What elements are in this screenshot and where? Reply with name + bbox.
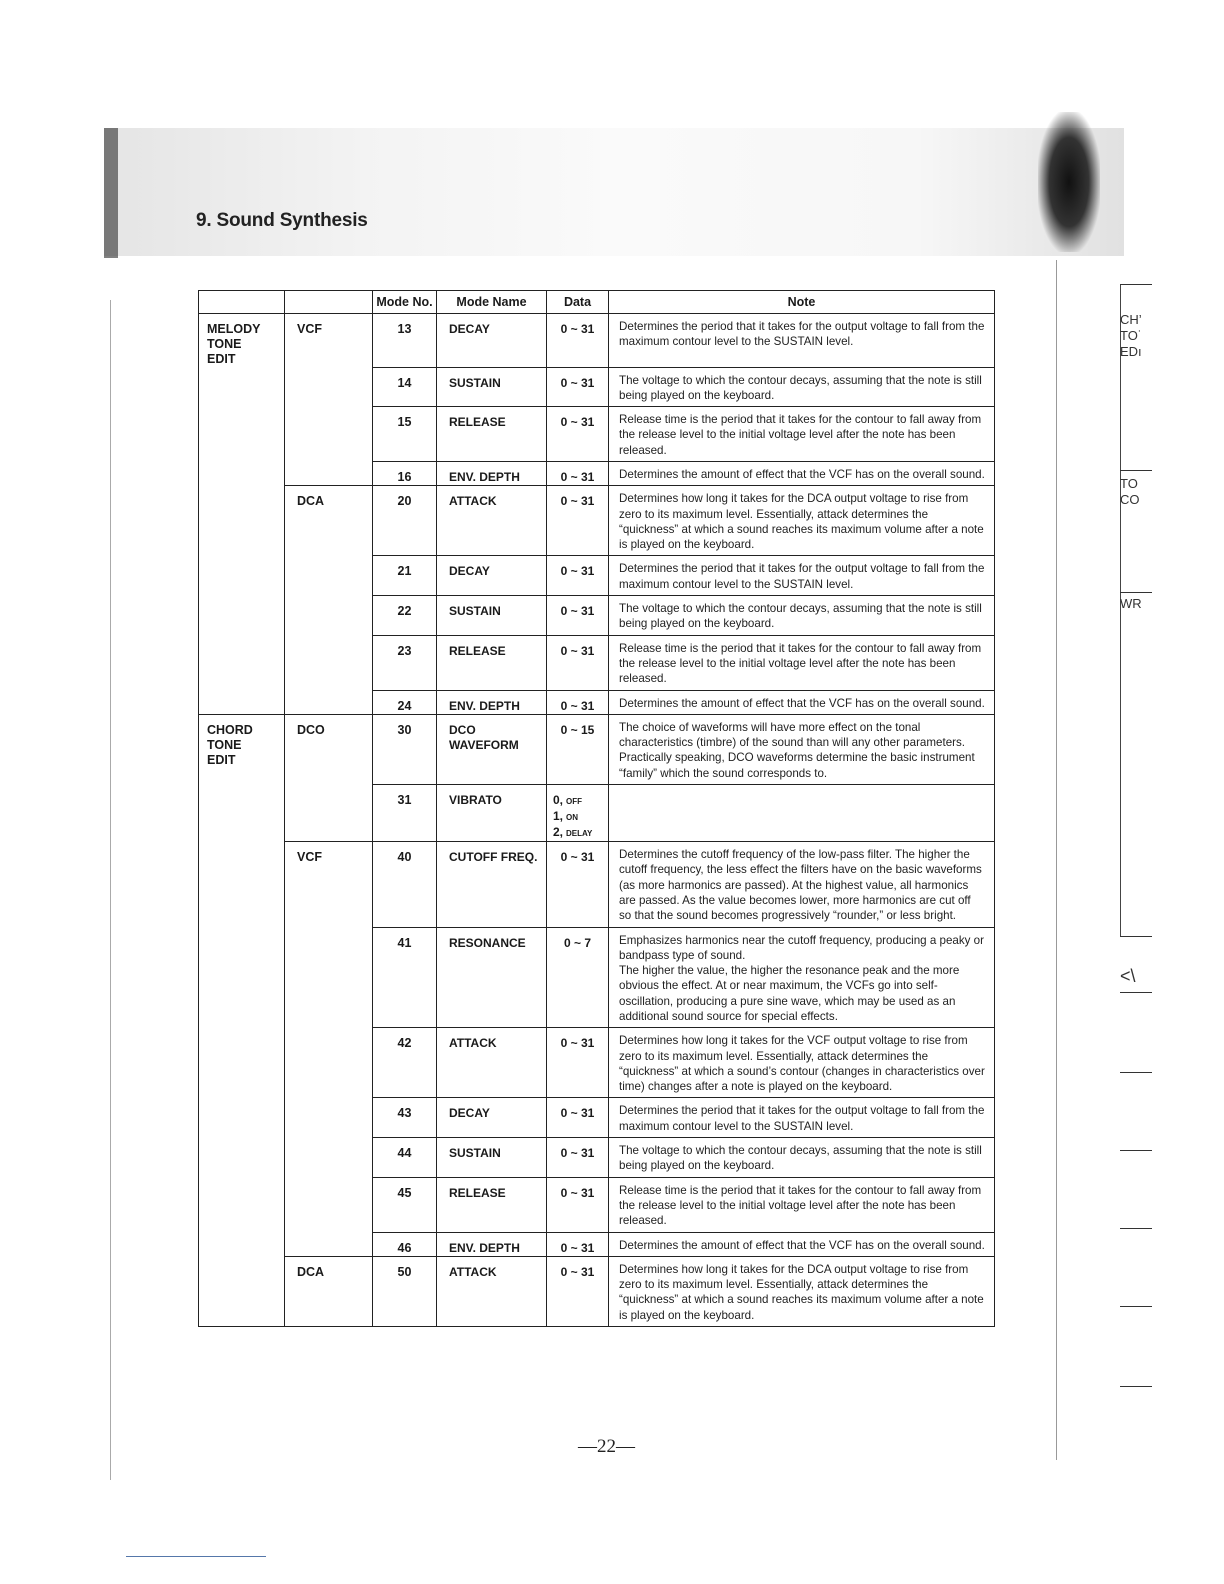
section-label-continuation xyxy=(285,1028,373,1098)
table-row xyxy=(199,1098,995,1138)
note-text: Determines the cutoff frequency of the low-pass filter. The higher the cutoff frequency, the less effect the filters have on the basic waveforms (as more harmonics are passed). At the highest value, all harmonics are passed. As the value becomes lower, more harmonics are cut off so that the sound becomes progressively “rounder,” or less bright. xyxy=(609,842,995,927)
group-label-continuation xyxy=(199,690,285,714)
data-option xyxy=(547,825,608,841)
right-margin-tick xyxy=(1120,1306,1152,1307)
section-label-continuation xyxy=(285,461,373,485)
group-label-continuation xyxy=(199,486,285,556)
banner-edge-mark xyxy=(104,128,118,258)
right-margin-tick xyxy=(1120,1228,1152,1229)
note-text: Release time is the period that it takes for the contour to fall away from the release level to the initial voltage level after the note has been released. xyxy=(609,407,995,462)
data-range: 0 ~ 31 xyxy=(547,1232,609,1256)
mode-number: 15 xyxy=(373,407,437,462)
section-label-continuation xyxy=(285,407,373,462)
banner-scan-blot xyxy=(1038,112,1100,252)
data-range: 0 ~ 31 xyxy=(547,1028,609,1098)
mode-name: DCO WAVEFORM xyxy=(437,714,547,784)
group-label-continuation xyxy=(199,1232,285,1256)
section-label-continuation xyxy=(285,596,373,636)
data-range: 0 ~ 31 xyxy=(547,635,609,690)
note-text: The voltage to which the contour decays, assuming that the note is still being played on the keyboard. xyxy=(609,1138,995,1178)
right-margin-tick xyxy=(1120,470,1152,471)
table-row xyxy=(199,1256,995,1326)
group-label-continuation xyxy=(199,1098,285,1138)
table-row xyxy=(199,714,995,784)
data-option-label: ON xyxy=(566,813,579,823)
section-label-continuation xyxy=(285,927,373,1028)
mode-number: 42 xyxy=(373,1028,437,1098)
section-label-continuation xyxy=(285,690,373,714)
right-fragment-1: CH’ xyxy=(1120,312,1142,327)
right-margin-tick xyxy=(1120,936,1152,937)
right-margin-tick xyxy=(1120,992,1152,993)
group-label-continuation xyxy=(199,367,285,407)
note-text: Release time is the period that it takes for the contour to fall away from the release level to the initial voltage level after the note has been released. xyxy=(609,635,995,690)
table-row xyxy=(199,367,995,407)
data-range: 0 ~ 31 xyxy=(547,314,609,368)
mode-number: 44 xyxy=(373,1138,437,1178)
section-label: DCA xyxy=(285,1256,373,1326)
group-label-continuation xyxy=(199,596,285,636)
mode-number: 21 xyxy=(373,556,437,596)
data-option-value: 1, xyxy=(553,809,564,824)
section-label: VCF xyxy=(285,314,373,368)
mode-name: RELEASE xyxy=(437,407,547,462)
right-margin-tick xyxy=(1120,592,1152,593)
mode-number: 13 xyxy=(373,314,437,368)
note-text: The choice of waveforms will have more effect on the tonal characteristics (timbre) of the sound than will any other parameters. Practically speaking, DCO waveforms determine the basic instrument “family” which the sound corresponds to. xyxy=(609,714,995,784)
note-text: Release time is the period that it takes for the contour to fall away from the release level to the initial voltage level after the note has been released. xyxy=(609,1177,995,1232)
right-margin-tick xyxy=(1120,1150,1152,1151)
section-label: VCF xyxy=(285,842,373,927)
group-label: MELODY TONE EDIT xyxy=(199,314,285,368)
mode-number: 50 xyxy=(373,1256,437,1326)
section-label-continuation xyxy=(285,785,373,842)
table-row xyxy=(199,407,995,462)
section-label-continuation xyxy=(285,635,373,690)
table-row xyxy=(199,314,995,368)
group-label-continuation xyxy=(199,785,285,842)
mode-number: 22 xyxy=(373,596,437,636)
data-range: 0 ~ 31 xyxy=(547,461,609,485)
table-row xyxy=(199,1232,995,1256)
note-text: Determines how long it takes for the VCF output voltage to rise from zero to its maximum level. Essentially, attack determines the “quickness” at which a sound’s contour (changes in characteristics over time) changes after a note is played on the keyboard. xyxy=(609,1028,995,1098)
section-title: 9. Sound Synthesis xyxy=(196,210,368,231)
right-margin-tick xyxy=(1120,1386,1152,1387)
data-range: 0 ~ 31 xyxy=(547,556,609,596)
data-range: 0 ~ 7 xyxy=(547,927,609,1028)
mode-name: CUTOFF FREQ. xyxy=(437,842,547,927)
group-label: CHORD TONE EDIT xyxy=(199,714,285,784)
note-text xyxy=(609,785,995,842)
table-row xyxy=(199,1177,995,1232)
mode-number: 24 xyxy=(373,690,437,714)
section-label-continuation xyxy=(285,1232,373,1256)
data-range xyxy=(547,785,609,842)
group-label-continuation xyxy=(199,407,285,462)
note-text: Determines the amount of effect that the VCF has on the overall sound. xyxy=(609,690,995,714)
data-range: 0 ~ 31 xyxy=(547,1098,609,1138)
group-label-continuation xyxy=(199,635,285,690)
mode-name: RESONANCE xyxy=(437,927,547,1028)
mode-number: 46 xyxy=(373,1232,437,1256)
data-range: 0 ~ 31 xyxy=(547,486,609,556)
right-fragment-6: WR xyxy=(1120,596,1142,611)
left-binding-line xyxy=(110,300,111,1480)
group-label-continuation xyxy=(199,842,285,927)
group-label-continuation xyxy=(199,556,285,596)
section-label: DCO xyxy=(285,714,373,784)
note-text: Determines the amount of effect that the VCF has on the overall sound. xyxy=(609,461,995,485)
mode-name: ATTACK xyxy=(437,1028,547,1098)
mode-name: DECAY xyxy=(437,314,547,368)
right-fragment-7: <\ xyxy=(1120,966,1136,986)
note-text: Emphasizes harmonics near the cutoff frequency, producing a peaky or bandpass type of sound. The higher the value, the higher the resonance peak and the more obvious the effect. At or near maximum, the VCFs go into self-oscillation, producing a pure sine wave, which may be used as an additional sound source for special effects. xyxy=(609,927,995,1028)
mode-number: 14 xyxy=(373,367,437,407)
right-margin-tick xyxy=(1120,284,1152,285)
right-fragment-4: TO xyxy=(1120,476,1138,491)
table-row xyxy=(199,1138,995,1178)
mode-name: DECAY xyxy=(437,1098,547,1138)
data-option xyxy=(547,809,608,825)
section-label: DCA xyxy=(285,486,373,556)
table-row xyxy=(199,927,995,1028)
mode-name: SUSTAIN xyxy=(437,1138,547,1178)
mode-name: ENV. DEPTH xyxy=(437,1232,547,1256)
group-label-continuation xyxy=(199,1177,285,1232)
mode-name: SUSTAIN xyxy=(437,367,547,407)
header-note: Note xyxy=(609,291,995,314)
parameter-table xyxy=(198,290,995,1327)
mode-number: 41 xyxy=(373,927,437,1028)
data-range: 0 ~ 31 xyxy=(547,407,609,462)
right-fragment-2: TO˙ xyxy=(1120,328,1143,343)
table-row xyxy=(199,556,995,596)
data-range: 0 ~ 31 xyxy=(547,842,609,927)
header-blank-group xyxy=(199,291,285,314)
table-row xyxy=(199,461,995,485)
section-banner xyxy=(104,128,1124,256)
table-body xyxy=(199,314,995,1327)
mode-name: ENV. DEPTH xyxy=(437,690,547,714)
mode-number: 16 xyxy=(373,461,437,485)
header-blank-section xyxy=(285,291,373,314)
mode-name: ATTACK xyxy=(437,486,547,556)
mode-name: DECAY xyxy=(437,556,547,596)
data-range: 0 ~ 31 xyxy=(547,1138,609,1178)
group-label-continuation xyxy=(199,1256,285,1326)
table-row xyxy=(199,1028,995,1098)
table-row xyxy=(199,690,995,714)
section-label-continuation xyxy=(285,1098,373,1138)
data-option-label: OFF xyxy=(566,797,583,807)
mode-number: 30 xyxy=(373,714,437,784)
group-label-continuation xyxy=(199,461,285,485)
footer-rule xyxy=(126,1556,266,1557)
group-label-continuation xyxy=(199,1028,285,1098)
section-label-continuation xyxy=(285,367,373,407)
mode-name: VIBRATO xyxy=(437,785,547,842)
header-mode-no: Mode No. xyxy=(373,291,437,314)
note-text: Determines how long it takes for the DCA output voltage to rise from zero to its maximum level. Essentially, attack determines the “quickness” at which a sound reaches its maximum volume after a note is played on the keyboard. xyxy=(609,486,995,556)
mode-name: RELEASE xyxy=(437,1177,547,1232)
mode-number: 23 xyxy=(373,635,437,690)
table-row xyxy=(199,842,995,927)
note-text: Determines the amount of effect that the VCF has on the overall sound. xyxy=(609,1232,995,1256)
note-text: The voltage to which the contour decays, assuming that the note is still being played on the keyboard. xyxy=(609,596,995,636)
table-row xyxy=(199,635,995,690)
table-row xyxy=(199,486,995,556)
table-header-row xyxy=(199,291,995,314)
right-fragment-3: EDı xyxy=(1120,344,1142,359)
table-row xyxy=(199,785,995,842)
section-label-continuation xyxy=(285,1177,373,1232)
page-number: —22— xyxy=(578,1436,635,1457)
mode-name: ENV. DEPTH xyxy=(437,461,547,485)
mode-number: 40 xyxy=(373,842,437,927)
note-text: Determines the period that it takes for the output voltage to fall from the maximum contour level to the SUSTAIN level. xyxy=(609,314,995,368)
data-option-value: 0, xyxy=(553,793,564,808)
section-label-continuation xyxy=(285,1138,373,1178)
mode-number: 31 xyxy=(373,785,437,842)
header-data: Data xyxy=(547,291,609,314)
right-binding-line xyxy=(1056,260,1057,1460)
note-text: Determines the period that it takes for the output voltage to fall from the maximum contour level to the SUSTAIN level. xyxy=(609,556,995,596)
note-text: The voltage to which the contour decays, assuming that the note is still being played on the keyboard. xyxy=(609,367,995,407)
data-range: 0 ~ 31 xyxy=(547,1177,609,1232)
note-text: Determines the period that it takes for the output voltage to fall from the maximum contour level to the SUSTAIN level. xyxy=(609,1098,995,1138)
data-range: 0 ~ 31 xyxy=(547,367,609,407)
mode-number: 43 xyxy=(373,1098,437,1138)
data-range: 0 ~ 15 xyxy=(547,714,609,784)
group-label-continuation xyxy=(199,927,285,1028)
data-range: 0 ~ 31 xyxy=(547,1256,609,1326)
mode-name: ATTACK xyxy=(437,1256,547,1326)
data-option xyxy=(547,793,608,809)
right-margin-tick xyxy=(1120,1072,1152,1073)
group-label-continuation xyxy=(199,1138,285,1178)
data-range: 0 ~ 31 xyxy=(547,690,609,714)
right-fragment-5: CO xyxy=(1120,492,1140,507)
data-option-label: DELAY xyxy=(566,829,593,839)
data-option-value: 2, xyxy=(553,825,564,840)
mode-name: RELEASE xyxy=(437,635,547,690)
mode-name: SUSTAIN xyxy=(437,596,547,636)
header-mode-name: Mode Name xyxy=(437,291,547,314)
note-text: Determines how long it takes for the DCA output voltage to rise from zero to its maximum level. Essentially, attack determines the “quickness” at which a sound reaches its maximum volume after a note is played on the keyboard. xyxy=(609,1256,995,1326)
section-label-continuation xyxy=(285,556,373,596)
mode-number: 20 xyxy=(373,486,437,556)
mode-number: 45 xyxy=(373,1177,437,1232)
data-range: 0 ~ 31 xyxy=(547,596,609,636)
table-row xyxy=(199,596,995,636)
